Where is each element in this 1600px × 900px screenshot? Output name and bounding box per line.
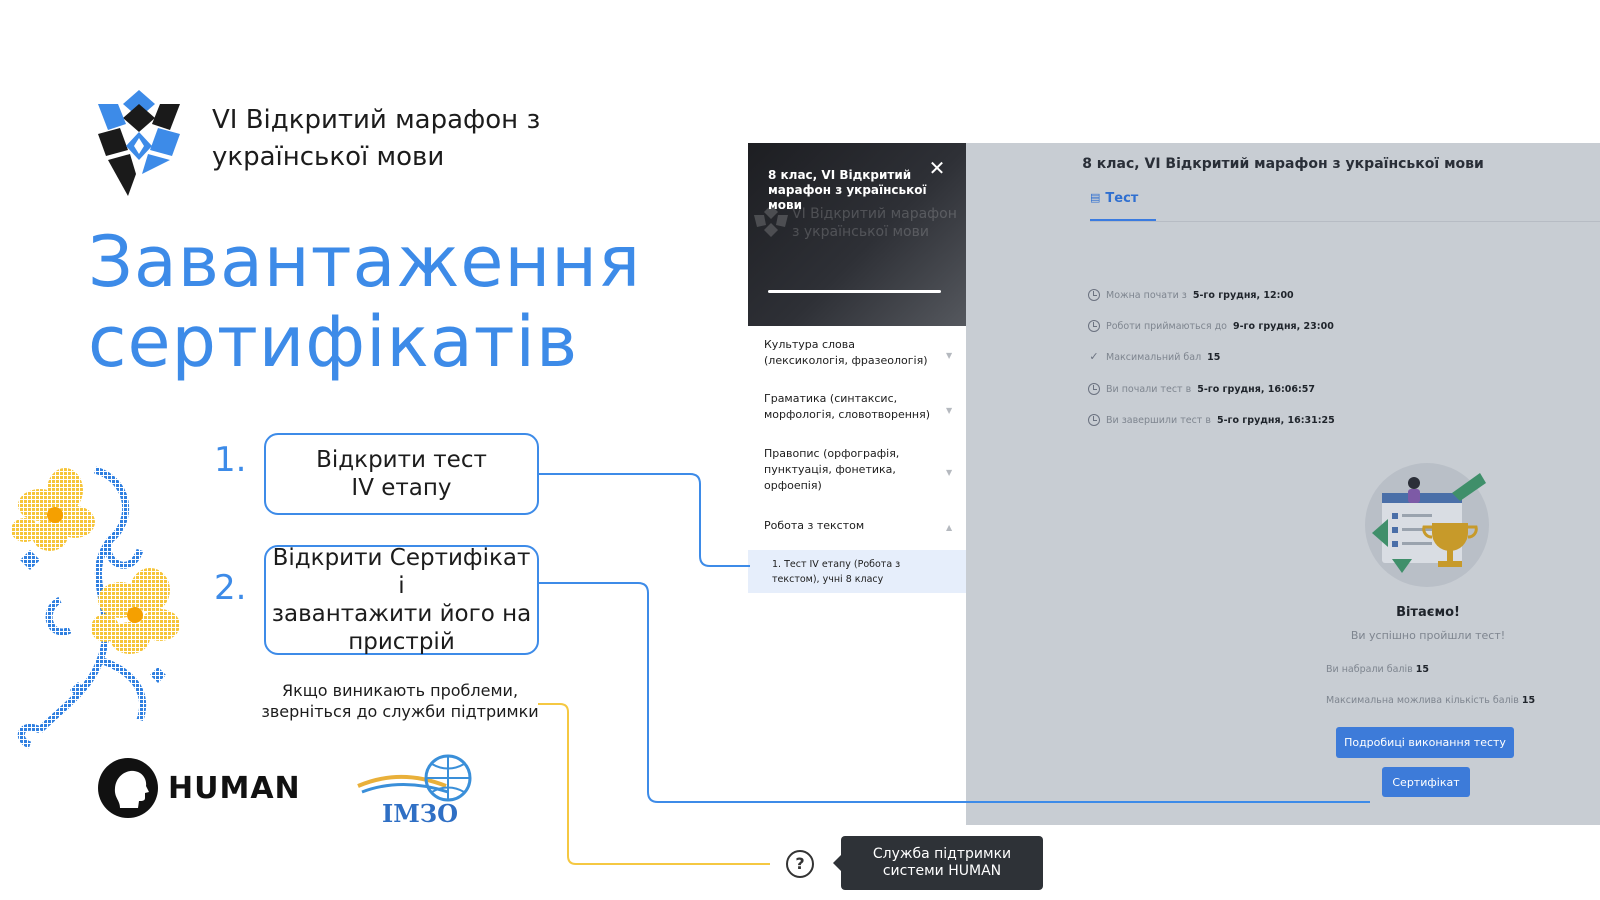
congrats-title: Вітаємо! (1396, 605, 1460, 620)
clock-icon (1088, 320, 1100, 332)
step-2-number: 2. (214, 568, 247, 608)
event-title-line1: VI Відкритий марафон з (212, 105, 541, 135)
marathon-logo (98, 90, 180, 196)
max-score-value: 15 (1521, 695, 1536, 706)
headline-line2: сертифікатів (88, 301, 579, 383)
human-head-icon (98, 758, 158, 818)
clock-icon (1088, 414, 1100, 426)
chevron-down-icon: ▼ (946, 351, 953, 360)
help-icon[interactable]: ? (786, 850, 814, 878)
main-course-title: 8 клас, VI Відкритий марафон з української мови (1082, 156, 1484, 172)
sidebar-item-label: Культура слова (лексикологія, фразеологія) (764, 338, 928, 367)
sidebar-course-title: 8 клас, VI Відкритий марафон з української мови (768, 168, 927, 212)
check-icon: ✓ (1089, 350, 1099, 363)
event-title-line2: української мови (212, 142, 445, 172)
info-row-finished (1088, 414, 1335, 426)
max-score-line (1326, 695, 1535, 706)
page-title (88, 222, 641, 382)
info-row-started (1088, 383, 1315, 395)
info-value: 15 (1207, 351, 1221, 363)
sidebar-item-label: Правопис (орфографія, пунктуація, фонетика, орфоепія) (764, 447, 900, 492)
sidebar-item-text-work[interactable] (748, 516, 966, 550)
sidebar-subitem-test[interactable]: 1. Тест IV етапу (Робота з текстом), учні 8 класу (748, 550, 966, 593)
info-row-max-score (1088, 351, 1220, 363)
info-value: 9-го грудня, 23:00 (1233, 320, 1334, 332)
info-label: Максимальний бал (1106, 351, 1202, 363)
trophy-illustration (1352, 453, 1502, 593)
info-label: Ви почали тест в (1106, 383, 1192, 395)
support-tooltip: Служба підтримки системи HUMAN (841, 836, 1043, 890)
info-value: 5-го грудня, 16:06:57 (1197, 383, 1316, 395)
tab-label: Тест (1105, 191, 1139, 206)
clock-icon (1088, 383, 1100, 395)
score-value: 15 (1415, 664, 1429, 675)
info-row-deadline (1088, 320, 1334, 332)
connector-step1 (539, 474, 750, 566)
embroidery-ornament (0, 460, 200, 750)
step-2-box: Відкрити Сертифікат і завантажити його на пристрій (264, 545, 539, 655)
test-details-button[interactable]: Подробиці виконання тесту (1336, 727, 1514, 758)
imzo-logo-text: ІМЗО (381, 799, 459, 826)
info-row-start (1088, 289, 1294, 301)
info-label: Можна почати з (1106, 289, 1187, 301)
progress-bar (768, 290, 941, 293)
sidebar-ghost-text: VI Відкритий марафон з української мови (792, 206, 957, 240)
sidebar-item-culture[interactable] (748, 337, 966, 391)
clock-icon (1088, 289, 1100, 301)
sidebar-item-label: Робота з текстом (764, 519, 865, 532)
imzo-logo (356, 752, 482, 826)
platform-screenshot (748, 143, 1600, 825)
info-label: Ви завершили тест в (1106, 414, 1211, 426)
close-icon[interactable]: ✕ (928, 156, 946, 180)
course-sidebar (748, 143, 966, 825)
tab-divider (1090, 221, 1600, 222)
info-label: Роботи приймаються до (1106, 320, 1227, 332)
info-value: 5-го грудня, 12:00 (1192, 289, 1294, 301)
event-title (212, 102, 540, 176)
test-icon: ▤ (1090, 191, 1101, 204)
tab-test[interactable] (1090, 191, 1156, 219)
sidebar-item-label: Граматика (синтаксис, морфологія, словотворення) (764, 392, 931, 421)
sidebar-item-grammar[interactable] (748, 391, 966, 446)
chevron-up-icon: ▲ (946, 523, 953, 532)
headline-line1: Завантаження (88, 221, 642, 303)
sidebar-header (748, 143, 966, 326)
info-value: 5-го грудня, 16:31:25 (1216, 414, 1335, 426)
score-label: Ви набрали балів (1326, 664, 1413, 675)
congrats-subtitle: Ви успішно пройшли тест! (1350, 629, 1506, 642)
human-logo (98, 758, 301, 818)
max-score-label: Максимальна можлива кількість балів (1326, 695, 1519, 706)
step-1-number: 1. (214, 440, 247, 480)
score-line (1326, 664, 1429, 675)
step-1-box: Відкрити тест IV етапу (264, 433, 539, 515)
chevron-down-icon: ▼ (946, 405, 953, 415)
human-logo-text: HUMAN (168, 770, 301, 806)
chevron-down-icon: ▼ (946, 468, 953, 477)
sidebar-item-spelling[interactable] (748, 446, 966, 516)
certificate-button[interactable]: Сертифікат (1382, 767, 1470, 797)
help-note: Якщо виникають проблеми, зверніться до служби підтримки (261, 681, 539, 721)
connector-support (538, 704, 770, 864)
